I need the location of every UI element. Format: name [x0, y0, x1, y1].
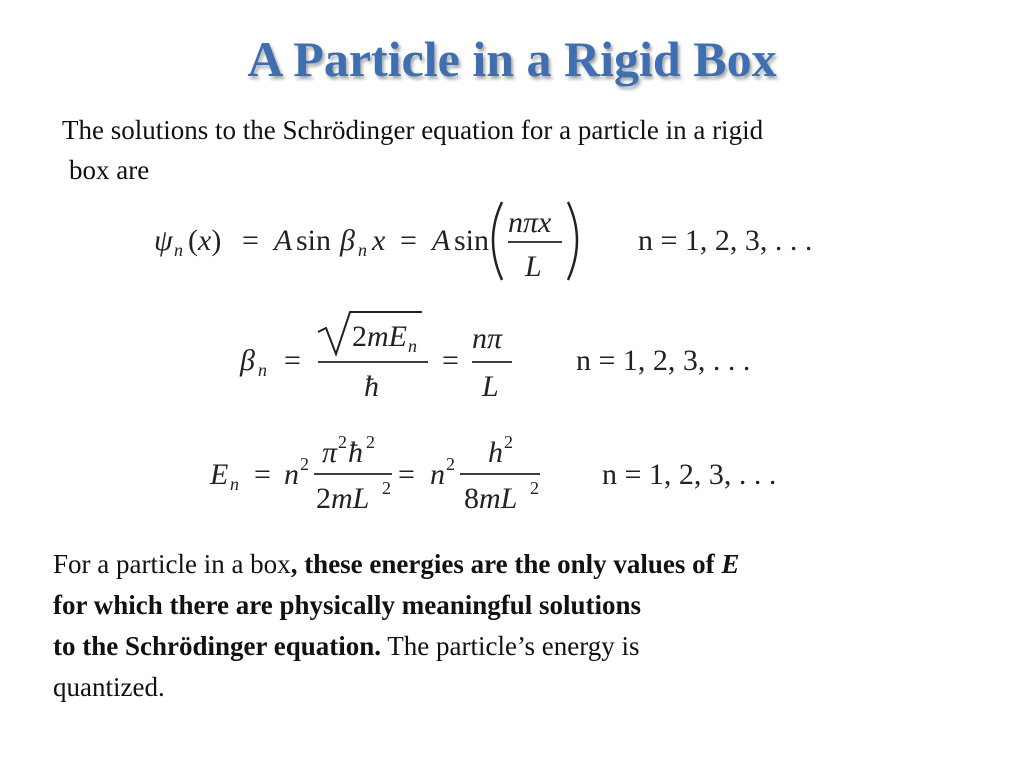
conclusion-part-6: The particle’s energy is: [381, 631, 640, 661]
equation-wavefunction: [150, 196, 850, 288]
svg-text:A: A: [432, 224, 451, 257]
equation-beta-formula: [236, 308, 836, 404]
svg-text:sin: sin: [296, 224, 332, 257]
svg-text:2: 2: [382, 478, 391, 498]
svg-text:n: n: [408, 336, 417, 356]
svg-text:nπ: nπ: [472, 322, 503, 355]
equation-wavefunction-formula: [150, 196, 850, 288]
svg-text:A: A: [274, 224, 293, 257]
svg-text:ħ: ħ: [364, 370, 379, 403]
intro-line-1: The solutions to the Schrödinger equation for a particle in a rigid: [62, 115, 764, 145]
svg-text:(x): (x): [188, 224, 222, 257]
svg-text:2mE: 2mE: [352, 320, 407, 353]
svg-text:L: L: [482, 370, 499, 403]
svg-text:=: =: [398, 458, 415, 491]
svg-text:L: L: [525, 250, 542, 283]
svg-text:β: β: [340, 224, 355, 257]
svg-text:8mL: 8mL: [464, 482, 518, 515]
svg-text:n: n: [358, 240, 367, 260]
equation-energy-formula: [208, 428, 828, 518]
conclusion-part-1: For a particle in a box: [53, 549, 291, 579]
svg-text:n: n: [258, 360, 267, 380]
slide-title: A Particle in a Rigid Box: [247, 31, 777, 87]
svg-text:E: E: [210, 458, 229, 491]
svg-text:n: n: [430, 458, 445, 491]
conclusion-part-4: for which there are physically meaningful solutions: [53, 590, 642, 620]
svg-text:n: n: [230, 474, 239, 494]
svg-text:2: 2: [530, 478, 539, 498]
intro-line-2: box are: [69, 155, 150, 185]
conclusion-part-2: , these energies are the only values of: [290, 549, 722, 579]
equation-3-range: n = 1, 2, 3, . . .: [602, 458, 777, 491]
svg-text:π: π: [322, 436, 338, 469]
equation-2-range: n = 1, 2, 3, . . .: [576, 344, 751, 377]
svg-text:nπx: nπx: [508, 206, 552, 239]
intro-text: [62, 110, 962, 190]
conclusion-part-5: to the Schrödinger equation.: [53, 631, 382, 661]
svg-text:=: =: [242, 224, 259, 257]
svg-text:2: 2: [366, 432, 375, 452]
equation-energy: [208, 428, 828, 518]
svg-text:2: 2: [446, 454, 455, 474]
svg-text:ħ: ħ: [348, 436, 363, 469]
svg-text:2mL: 2mL: [316, 482, 370, 515]
equation-beta: [236, 308, 836, 404]
svg-text:=: =: [254, 458, 271, 491]
conclusion-energy-symbol: E: [721, 549, 740, 579]
svg-text:n: n: [174, 240, 183, 260]
conclusion-text: [53, 544, 953, 708]
svg-text:n: n: [284, 458, 299, 491]
svg-text:h: h: [488, 436, 503, 469]
svg-text:=: =: [284, 344, 301, 377]
svg-text:x: x: [372, 224, 386, 257]
conclusion-part-7: quantized.: [53, 672, 165, 702]
svg-text:ψ: ψ: [154, 224, 173, 257]
svg-text:β: β: [240, 344, 255, 377]
svg-text:2: 2: [504, 432, 513, 452]
svg-text:=: =: [442, 344, 459, 377]
svg-text:sin: sin: [454, 224, 490, 257]
equation-1-range: n = 1, 2, 3, . . .: [638, 224, 813, 257]
svg-text:2: 2: [300, 454, 309, 474]
svg-text:2: 2: [338, 432, 347, 452]
svg-text:=: =: [400, 224, 417, 257]
